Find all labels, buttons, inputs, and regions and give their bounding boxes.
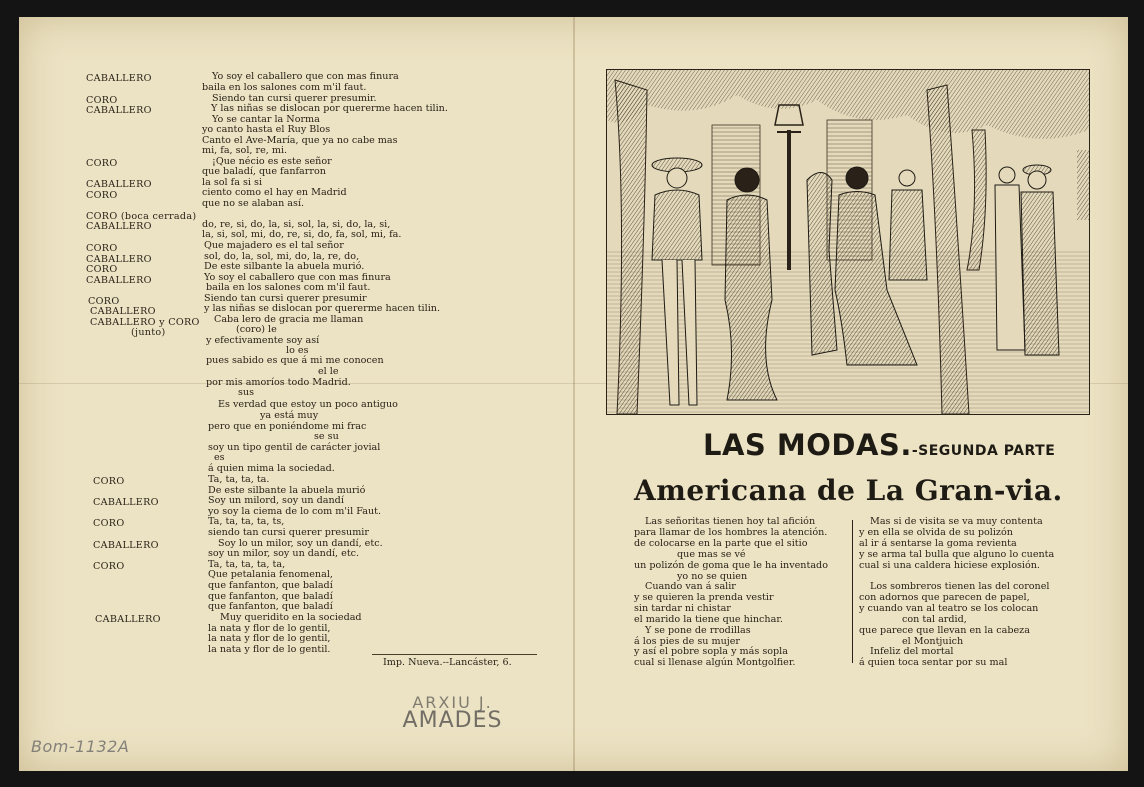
- speaker-label: CABALLERO: [86, 254, 152, 265]
- lyric-line: por mis amoríos todo Madrid.: [206, 377, 351, 388]
- verse-line: el Montjuich: [902, 636, 964, 647]
- verse-line: á los pies de su mujer: [634, 636, 740, 647]
- speaker-label: CABALLERO: [86, 105, 152, 116]
- lyric-line: baila en los salones com m'il faut.: [202, 82, 367, 93]
- lyric-line: Ta, ta, ta, ta.: [208, 474, 270, 485]
- lyric-line: Siendo tan cursi querer presumir: [204, 293, 367, 304]
- stamp-line-1: ARXIU J.: [412, 693, 493, 712]
- lyric-line: Ta, ta, ta, ta, ta,: [208, 559, 286, 570]
- speaker-label: CABALLERO: [86, 221, 152, 232]
- lyric-line: soy un milor, soy un dandí, etc.: [208, 548, 360, 559]
- verse-line: un polizón de goma que le ha inventado: [634, 560, 828, 571]
- lyric-line: Yo soy el caballero que con mas finura: [204, 272, 391, 283]
- speaker-label: (junto): [131, 327, 166, 338]
- lyric-line: que no se alaban así.: [202, 198, 305, 209]
- verse-line: Infeliz del mortal: [870, 646, 954, 657]
- catalog-signature: Bom-1132A: [31, 737, 130, 756]
- verse-line: y se quieren la prenda vestir: [634, 592, 774, 603]
- verse-line: que mas se vé: [677, 549, 746, 560]
- speaker-label: CORO: [86, 264, 118, 275]
- speaker-label: CORO: [86, 95, 118, 106]
- imprint: Imp. Nueva.--Lancáster, 6.: [383, 657, 512, 668]
- lyric-line: (coro) le: [236, 324, 277, 335]
- lyric-line: ¡Que nécio es este señor: [212, 156, 332, 167]
- lyric-line: Es verdad que estoy un poco antiguo: [218, 399, 398, 410]
- lyric-line: el le: [318, 366, 339, 377]
- speaker-label: CORO: [86, 190, 118, 201]
- lyric-line: que fanfanton, que baladí: [208, 601, 333, 612]
- verse-line: Mas si de visita se va muy contenta: [870, 516, 1043, 527]
- lyric-line: que fanfanton, que baladí: [208, 591, 333, 602]
- lyric-line: la nata y flor de lo gentil.: [208, 644, 331, 655]
- verse-line: y así el pobre sopla y más sopla: [634, 646, 788, 657]
- speaker-label: CORO: [93, 518, 125, 529]
- engraving-illustration: [606, 69, 1090, 415]
- verse-line: para llamar de los hombres la atención.: [634, 527, 828, 538]
- verse-line: Y se pone de rrodillas: [645, 625, 751, 636]
- lyric-line: Yo soy el caballero que con mas finura: [212, 71, 399, 82]
- center-fold: [573, 17, 575, 771]
- lyric-line: Y las niñas se dislocan por quererme hacen tilin.: [211, 103, 448, 114]
- archive-stamp: [400, 693, 505, 733]
- lyric-line: Yo se cantar la Norma: [212, 114, 320, 125]
- lyric-line: Que majadero es el tal señor: [204, 240, 344, 251]
- speaker-label: CORO: [93, 476, 125, 487]
- lyric-line: Siendo tan cursi querer presumir.: [212, 93, 377, 104]
- speaker-label: CORO: [93, 561, 125, 572]
- lyric-line: yo soy la ciema de lo com m'il Faut.: [208, 506, 382, 517]
- lyric-line: sus: [238, 387, 255, 398]
- lyric-line: pero que en poniéndome mi frac: [208, 421, 367, 432]
- speaker-label: CABALLERO: [95, 614, 161, 625]
- lyric-line: do, re, si, do, la, si, sol, la, si, do, la, si,: [202, 219, 391, 230]
- lyric-line: yo canto hasta el Ruy Blos: [202, 124, 331, 135]
- lyric-line: la nata y flor de lo gentil,: [208, 633, 331, 644]
- lyric-line: De este silbante la abuela murió: [208, 485, 366, 496]
- speaker-label: CABALLERO: [90, 306, 156, 317]
- speaker-label: CABALLERO: [86, 179, 152, 190]
- stamp-line-2: AMADES: [402, 708, 503, 733]
- speaker-label: CABALLERO: [86, 275, 152, 286]
- verse-line: Los sombreros tienen las del coronel: [870, 581, 1050, 592]
- verse-line: y cuando van al teatro se los colocan: [859, 603, 1039, 614]
- song-title: Americana de La Gran-via.: [634, 474, 1063, 507]
- lyric-line: pues sabido es que á mi me conocen: [206, 355, 384, 366]
- lyric-line: que fanfanton, que baladí: [208, 580, 333, 591]
- verse-line: que parece que llevan en la cabeza: [859, 625, 1030, 636]
- speaker-label: CORO: [86, 243, 118, 254]
- lyric-line: la nata y flor de lo gentil,: [208, 623, 331, 634]
- verse-line: Cuando van á salir: [645, 581, 736, 592]
- lyric-line: que baladí, que fanfarron: [202, 166, 326, 177]
- lyric-line: sol, do, la, sol, mi, do, la, re, do,: [204, 251, 360, 262]
- verse-line: á quien toca sentar por su mal: [859, 657, 1008, 668]
- speaker-label: CORO: [86, 158, 118, 169]
- verse-line: yo no se quien: [677, 571, 748, 582]
- lyric-line: siendo tan cursi querer presumir: [208, 527, 369, 538]
- lyric-line: baila en los salones com m'il faut.: [206, 282, 371, 293]
- lyric-line: Ta, ta, ta, ta, ts,: [208, 516, 285, 527]
- speaker-label: CABALLERO: [93, 497, 159, 508]
- speaker-label: CABALLERO y CORO: [90, 317, 200, 328]
- verse-line: de colocarse en la parte que el sitio: [634, 538, 808, 549]
- lyric-line: y efectivamente soy así: [206, 335, 320, 346]
- lyric-line: Canto el Ave-María, que ya no cabe mas: [202, 135, 398, 146]
- verse-line: el marido la tiene que hinchar.: [634, 614, 783, 625]
- lyric-line: la sol fa si si: [202, 177, 263, 188]
- verse-line: al ir á sentarse la goma revienta: [859, 538, 1017, 549]
- verse-line: y en ella se olvida de su polizón: [859, 527, 1013, 538]
- verse-line: con adornos que parecen de papel,: [859, 592, 1030, 603]
- lyric-line: Muy queridito en la sociedad: [220, 612, 362, 623]
- lyric-line: De este silbante la abuela murió.: [204, 261, 365, 272]
- speaker-label: CORO (boca cerrada): [86, 211, 197, 222]
- lyric-line: Caba lero de gracia me llaman: [214, 314, 364, 325]
- lyric-line: Soy un milord, soy un dandí: [208, 495, 344, 506]
- lyric-line: Que petalania fenomenal,: [208, 569, 333, 580]
- lyric-line: es: [214, 452, 225, 463]
- verse-line: sin tardar ni chistar: [634, 603, 731, 614]
- lyric-line: á quien mima la sociedad.: [208, 463, 335, 474]
- imprint-rule: [372, 654, 537, 655]
- verse-line: cual si llenase algún Montgolfier.: [634, 657, 796, 668]
- street-scene-image: [607, 70, 1089, 414]
- verse-line: Las señoritas tienen hoy tal afición: [645, 516, 816, 527]
- main-title: [703, 428, 1055, 462]
- speaker-label: CABALLERO: [93, 540, 159, 551]
- speaker-label: CABALLERO: [86, 73, 152, 84]
- speaker-label: CORO: [88, 296, 120, 307]
- lyric-line: soy un tipo gentil de carácter jovial: [208, 442, 381, 453]
- main-title-text: LAS MODAS.: [703, 428, 912, 462]
- lyric-line: Soy lo un milor, soy un dandí, etc.: [218, 538, 383, 549]
- lyric-line: se su: [314, 431, 339, 442]
- lyric-line: y las niñas se dislocan por quererme hacen tilin.: [204, 303, 440, 314]
- lyric-line: ciento como el hay en Madrid: [202, 187, 347, 198]
- verse-line: con tal ardid,: [902, 614, 967, 625]
- title-subtitle: -SEGUNDA PARTE: [911, 443, 1056, 459]
- lyric-line: la, si, sol, mi, do, re, si, do, fa, sol, mi, fa.: [202, 229, 402, 240]
- verse-line: cual si una caldera hiciese explosión.: [859, 560, 1040, 571]
- verse-line: y se arma tal bulla que alguno lo cuenta: [859, 549, 1055, 560]
- lyric-line: ya está muy: [260, 410, 319, 421]
- lyric-line: lo es: [286, 345, 309, 356]
- lyric-line: mi, fa, sol, re, mi.: [202, 145, 288, 156]
- column-rule: [852, 520, 853, 663]
